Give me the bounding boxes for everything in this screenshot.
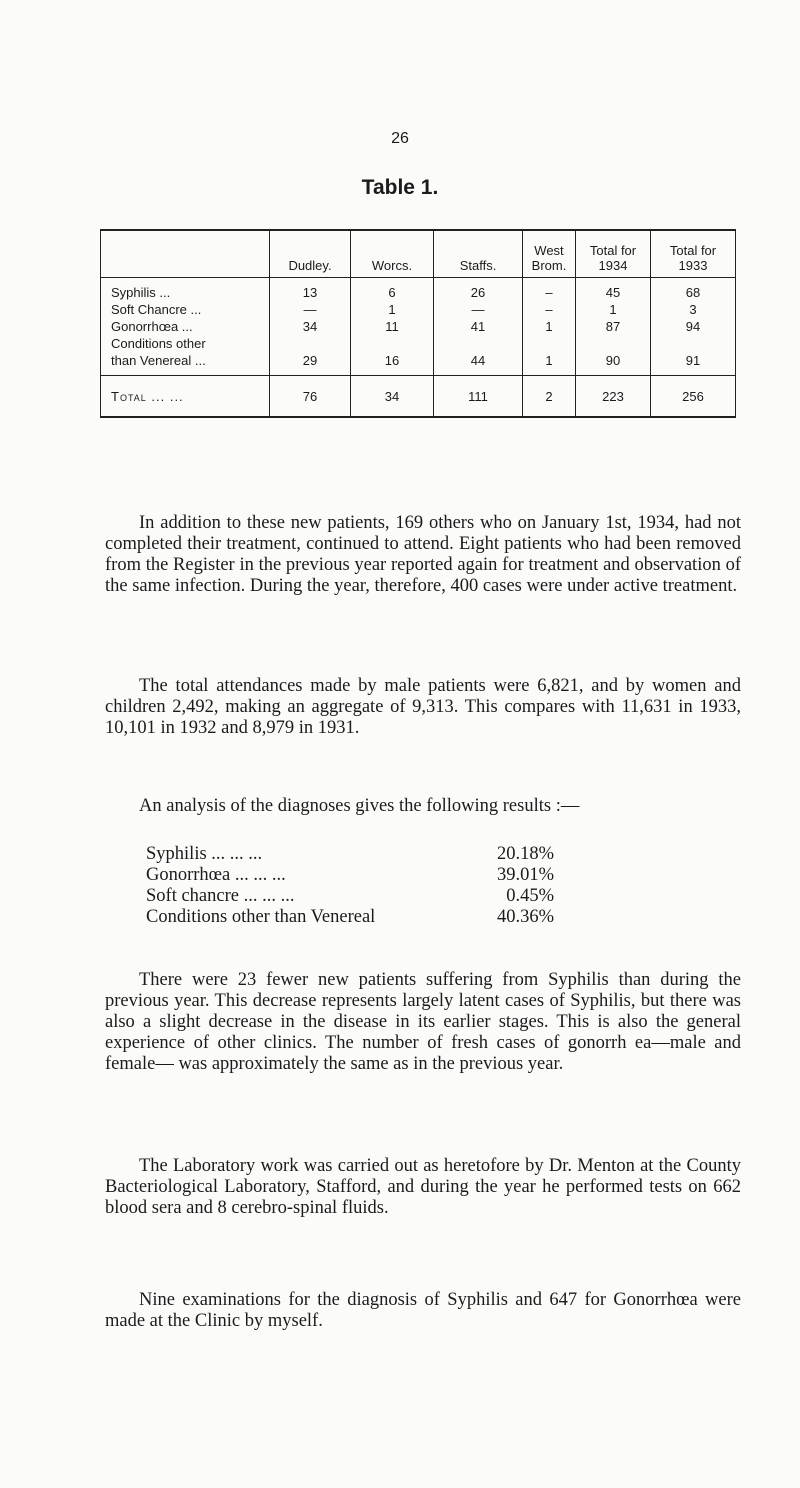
cell: [434, 335, 523, 352]
paragraph-syphilis: There were 23 fewer new patients suffering from Syphilis than during the previous year. This decrease represents largely latent cases of Syphilis, but there was also a slight decrease in the disease in its earlier stages. This is also the general experience of other clinics. The number of fresh cases of gonorrh ea—male and female— was approximately the same as in the previous year.: [105, 970, 741, 1074]
cases-table: [100, 229, 736, 418]
result-label: Conditions other than Venereal: [146, 907, 376, 927]
result-row: [146, 844, 554, 865]
cell: 1: [523, 318, 576, 335]
row-label: Syphilis ...: [101, 278, 270, 302]
paragraph-attendances: The total attendances made by male patients were 6,821, and by women and children 2,492, making an aggregate of 9,313. This compares with 11,631 in 1933, 10,101 in 1932 and 8,979 in 1931.: [105, 676, 741, 738]
cell: 90: [576, 352, 651, 376]
cell: 76: [270, 376, 351, 418]
cell: 1: [576, 301, 651, 318]
header-west-brom: West Brom.: [523, 230, 576, 278]
paragraph-examinations: Nine examinations for the diagnosis of Syphilis and 647 for Gonorrhœa were made at the Clinic by myself.: [105, 1290, 741, 1331]
cell: 16: [351, 352, 434, 376]
cell: [651, 335, 736, 352]
cell: 256: [651, 376, 736, 418]
cell: —: [434, 301, 523, 318]
cell: 34: [351, 376, 434, 418]
result-value: 40.36%: [496, 907, 554, 927]
total-row: [101, 376, 736, 418]
cell: [270, 335, 351, 352]
cell: 29: [270, 352, 351, 376]
cell: [351, 335, 434, 352]
cell: 6: [351, 278, 434, 302]
cell: 91: [651, 352, 736, 376]
cell: –: [523, 301, 576, 318]
result-value: 20.18%: [496, 844, 554, 864]
cell: 94: [651, 318, 736, 335]
result-label: Soft chancre ... ... ...: [146, 886, 295, 906]
cell: 11: [351, 318, 434, 335]
header-total-1934: Total for 1934: [576, 230, 651, 278]
cell: 26: [434, 278, 523, 302]
cell: [523, 335, 576, 352]
header-worcs: Worcs.: [351, 230, 434, 278]
cell: 13: [270, 278, 351, 302]
paragraph-new-patients: In addition to these new patients, 169 others who on January 1st, 1934, had not completed their treatment, continued to attend. Eight patients who had been removed from the Register in the previous year reported again for treatment and observation of the same infection. During the year, therefore, 400 cases were under active treatment.: [105, 513, 741, 596]
diagnosis-results: [146, 844, 554, 928]
cell: 68: [651, 278, 736, 302]
table-row: [101, 318, 736, 335]
row-label: Soft Chancre ...: [101, 301, 270, 318]
result-value: 0.45%: [506, 886, 554, 906]
cell: —: [270, 301, 351, 318]
cell: –: [523, 278, 576, 302]
cell: [576, 335, 651, 352]
paragraph-laboratory: The Laboratory work was carried out as heretofore by Dr. Menton at the County Bacteriological Laboratory, Stafford, and during the year he performed tests on 662 blood sera and 8 cerebro-spinal fluids.: [105, 1156, 741, 1218]
cell: 44: [434, 352, 523, 376]
header-staffs: Staffs.: [434, 230, 523, 278]
cell: 223: [576, 376, 651, 418]
paragraph-analysis-intro: An analysis of the diagnoses gives the following results :—: [139, 796, 580, 816]
total-label: Total ... ...: [101, 376, 270, 418]
cell: 87: [576, 318, 651, 335]
result-value: 39.01%: [496, 865, 554, 885]
header-dudley: Dudley.: [270, 230, 351, 278]
cell: 2: [523, 376, 576, 418]
row-label: Conditions other: [101, 335, 270, 352]
result-label: Gonorrhœa ... ... ...: [146, 865, 286, 885]
cell: 1: [351, 301, 434, 318]
row-label: than Venereal ...: [101, 352, 270, 376]
header-total-1933: Total for 1933: [651, 230, 736, 278]
cell: 34: [270, 318, 351, 335]
table-row: [101, 335, 736, 352]
table-row: [101, 301, 736, 318]
cell: 41: [434, 318, 523, 335]
header-blank: [101, 230, 270, 278]
result-row: [146, 865, 554, 886]
cell: 3: [651, 301, 736, 318]
cell: 45: [576, 278, 651, 302]
result-label: Syphilis ... ... ...: [146, 844, 263, 864]
result-row: [146, 907, 554, 928]
cell: 111: [434, 376, 523, 418]
page-number: 26: [391, 130, 409, 147]
table-row: [101, 352, 736, 376]
result-row: [146, 886, 554, 907]
cell: 1: [523, 352, 576, 376]
table-header-row: [101, 230, 736, 278]
table-title: Table 1.: [361, 176, 439, 199]
table-row: [101, 278, 736, 302]
row-label: Gonorrhœa ...: [101, 318, 270, 335]
